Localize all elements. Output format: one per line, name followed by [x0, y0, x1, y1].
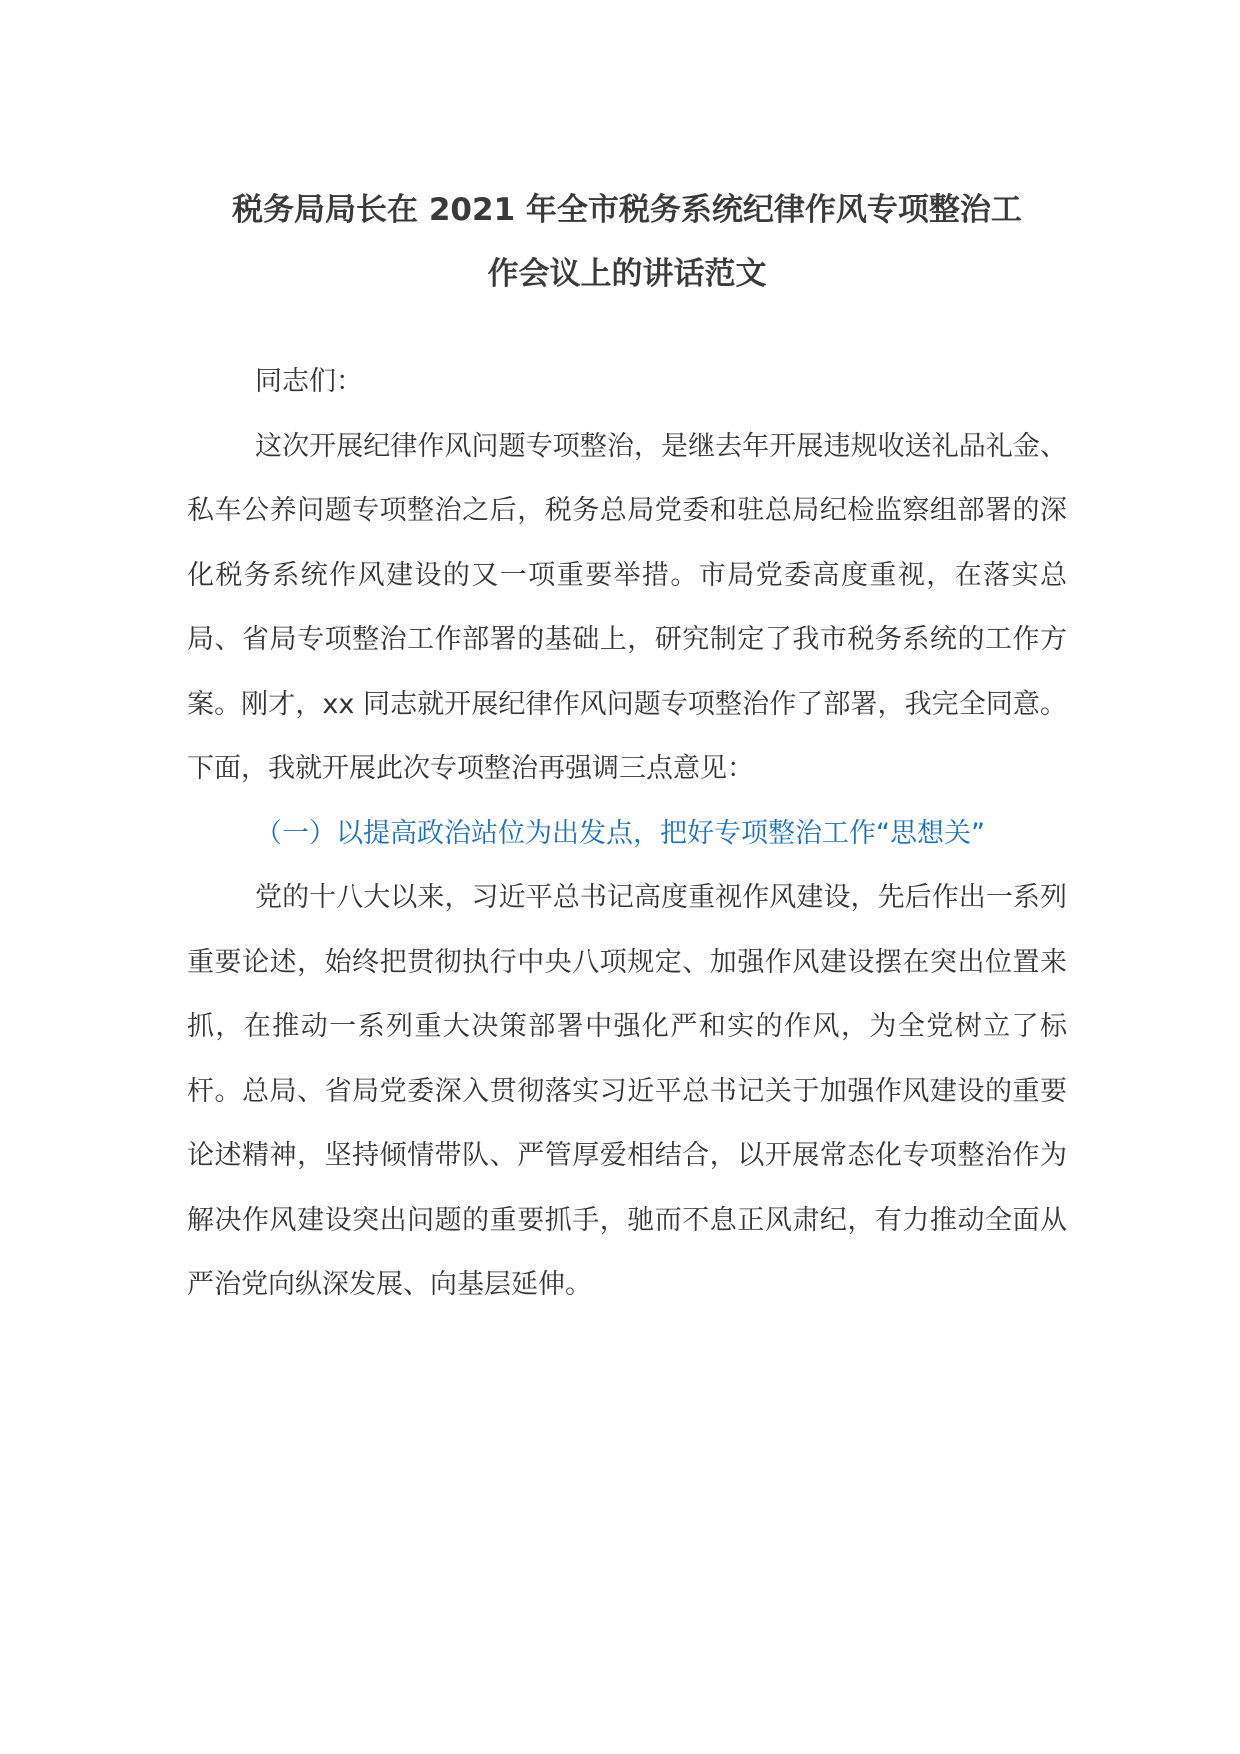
greeting: 同志们：: [255, 366, 363, 397]
paragraph-section-1: 党的十八大以来，习近平总书记高度重视作风建设，先后作出一系列重要论述，始终把贯彻执行中央八项规定、加强作风建设摆在突出位置来抓，在推动一系列重大决策部署中强化严和实的作风，为全党树立了标杆。总局、省局党委深入贯彻落实习近平总书记关于加强作风建设的重要论述精神，坚持倾情带队、严管厚爱相结合，以开展常态化专项整治作为解决作风建设突出问题的重要抓手，驰而不息正风肃纪，有力推动全面从严治党向纵深发展、向基层延伸。: [187, 882, 1067, 1300]
paragraph-intro: 这次开展纪律作风问题专项整治，是继去年开展违规收送礼品礼金、私车公养问题专项整治之后，税务总局党委和驻总局纪检监察组部署的深化税务系统作风建设的又一项重要举措。市局党委高度重视，在落实总局、省局专项整治工作部署的基础上，研究制定了我市税务系统的工作方案。刚才，xx 同志就开展纪律作风问题专项整治作了部署，我完全同意。下面，我就开展此次专项整治再强调三点意见：: [187, 430, 1067, 784]
document-body: [187, 350, 1067, 1318]
title-line-1: 税务局局长在 2021 年全市税务系统纪律作风专项整治工: [232, 192, 1022, 228]
document-title: [187, 178, 1067, 306]
document-page: [187, 178, 1067, 1318]
section-heading-1: （一）以提高政治站位为出发点，把好专项整治工作“思想关”: [255, 817, 985, 849]
title-line-2: 作会议上的讲话范文: [487, 256, 767, 292]
